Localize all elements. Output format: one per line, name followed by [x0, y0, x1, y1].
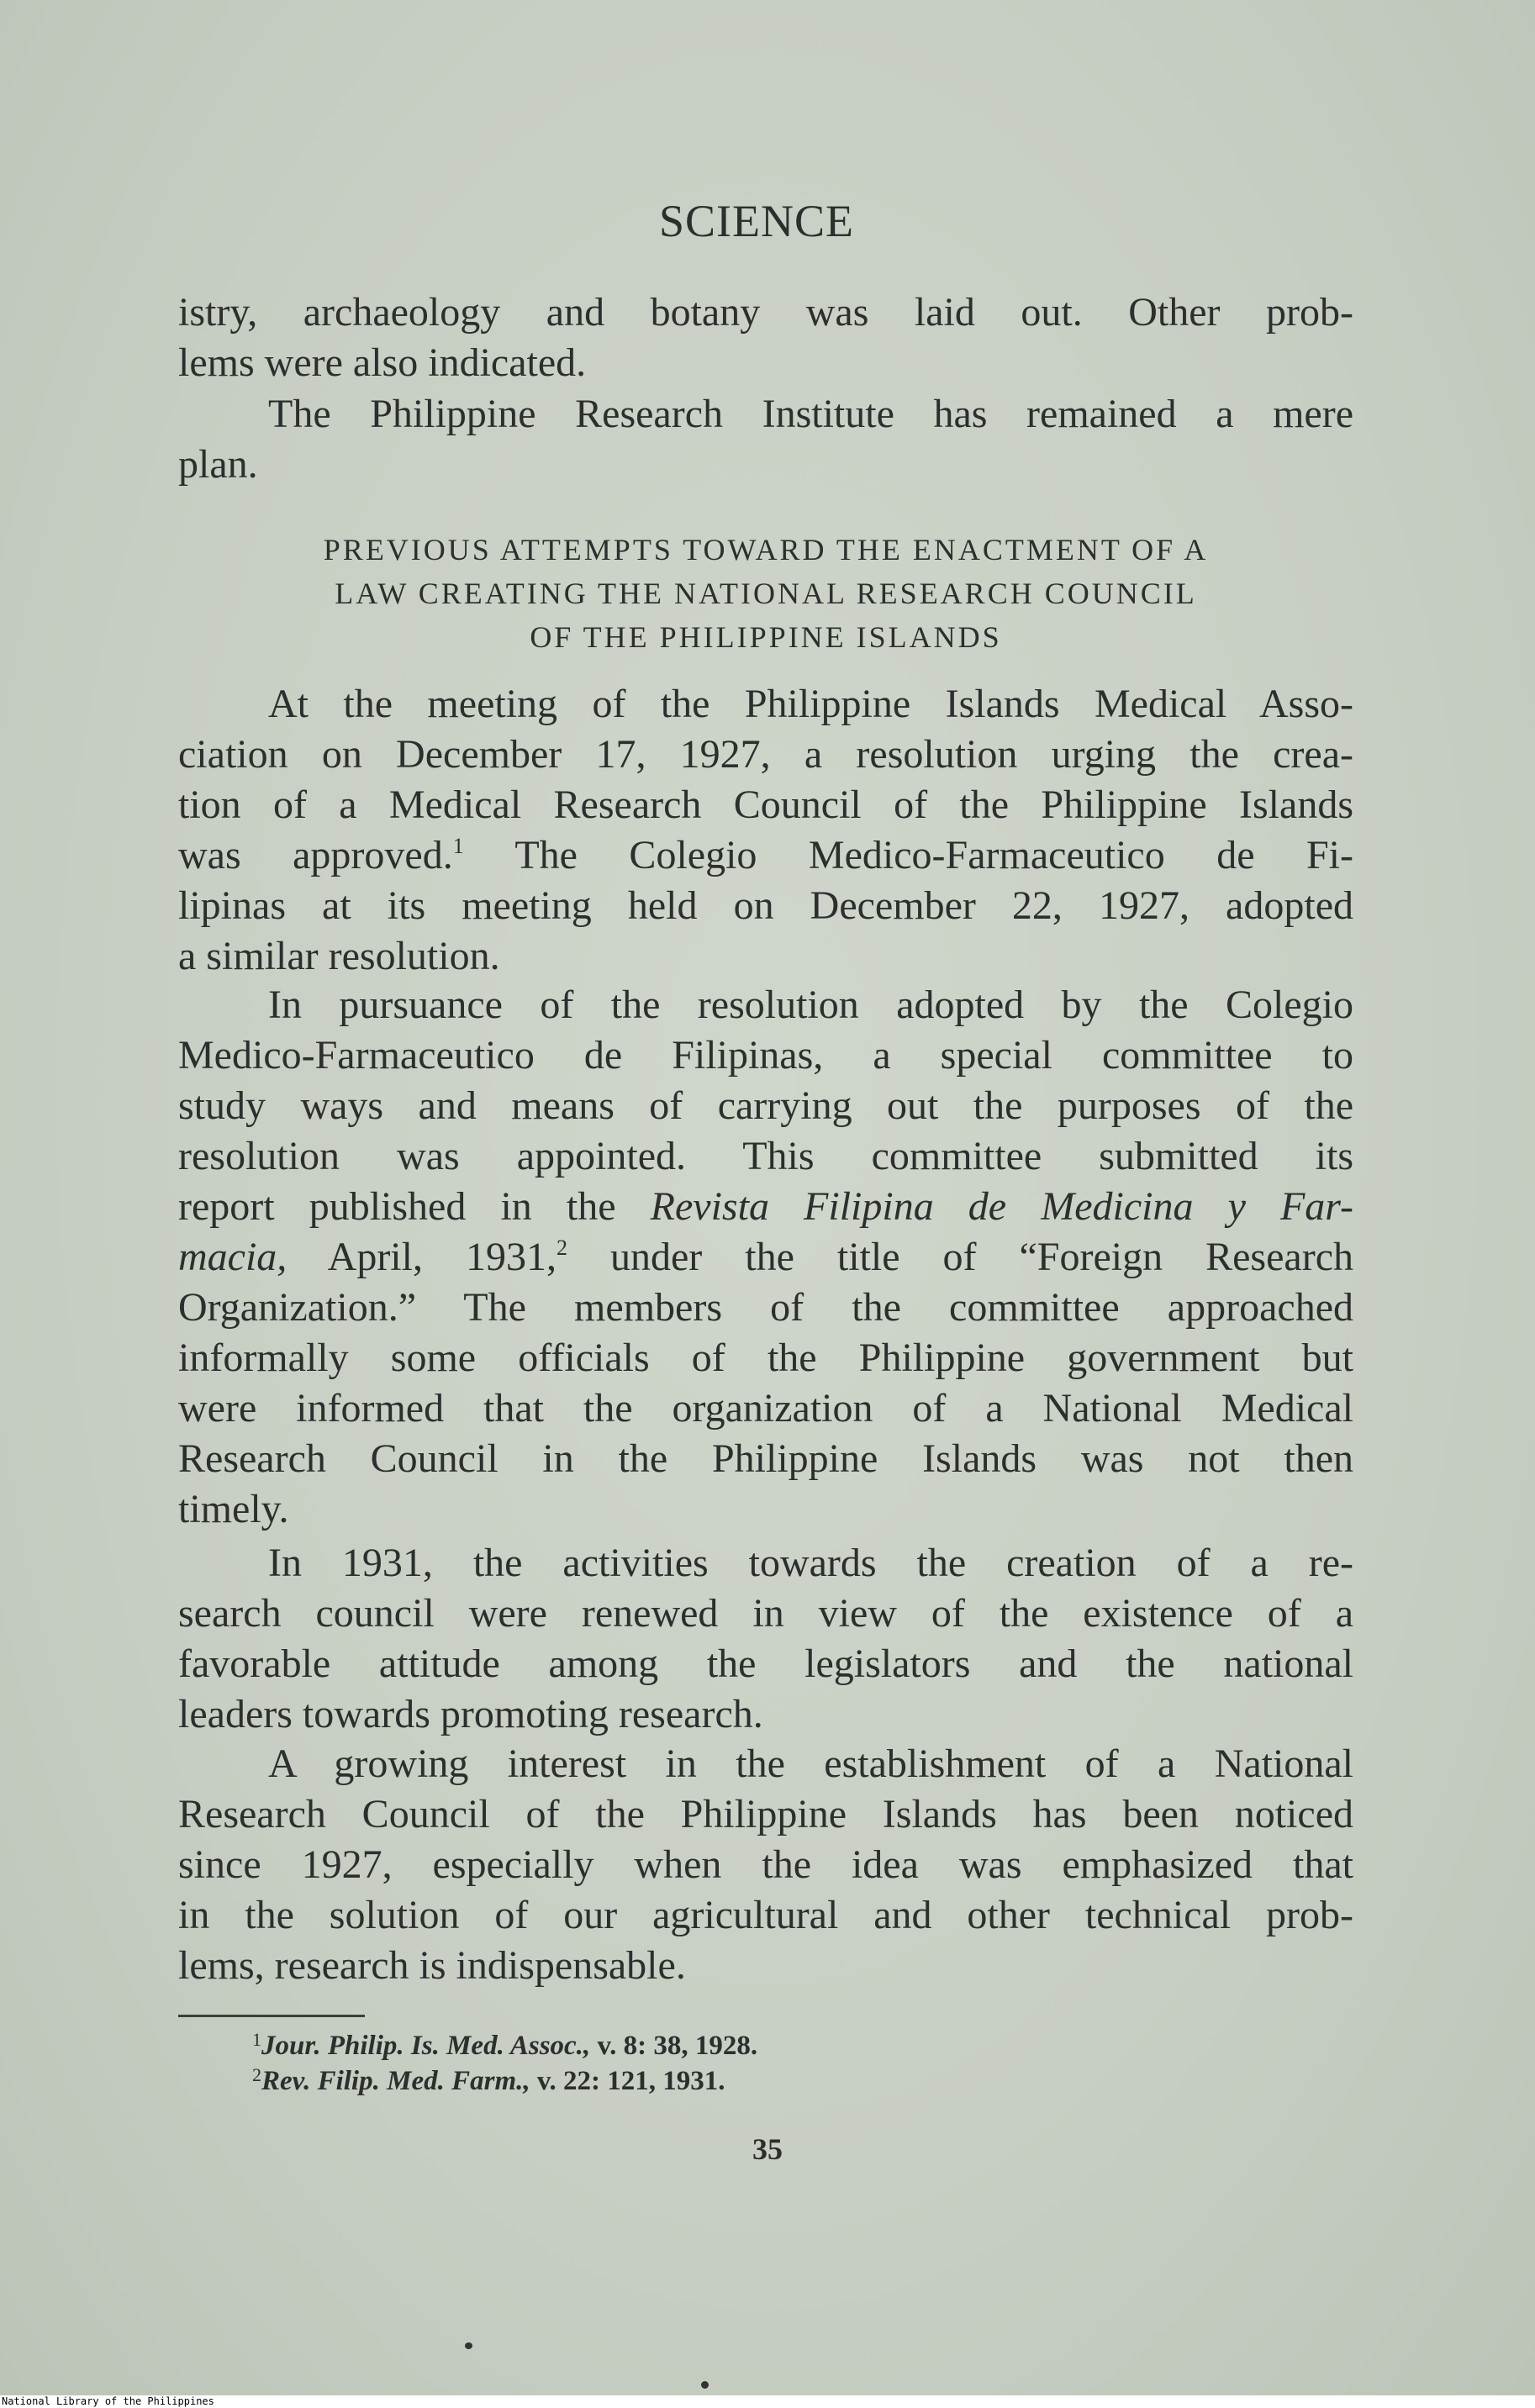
scan-footer-strip: [0, 2395, 1535, 2408]
text-line: informally some officials of the Philippine government but: [178, 1336, 1353, 1380]
paragraph-continuation: [178, 287, 1353, 388]
text-run: report published in the: [178, 1184, 651, 1229]
journal-title: macia,: [178, 1235, 287, 1279]
paragraph-colegio-committee: [178, 980, 1353, 1535]
text-line: tion of a Medical Research Council of the Philippine Islands: [178, 782, 1353, 827]
paragraph-1931-activities: [178, 1538, 1353, 1740]
paragraph-growing-interest: [178, 1739, 1353, 1991]
heading-line: PREVIOUS ATTEMPTS TOWARD THE ENACTMENT OF A: [323, 533, 1209, 566]
footnote-number: 1: [252, 2029, 261, 2050]
text-line: lipinas at its meeting held on December 22, 1927, adopted: [178, 883, 1353, 928]
text-line: At the meeting of the Philippine Islands Medical Asso-: [268, 682, 1353, 726]
section-heading: [178, 528, 1353, 659]
footnote-divider: [178, 2015, 365, 2017]
text-line: The Philippine Research Institute has remained a mere: [268, 392, 1353, 436]
text-line: Medico-Farmaceutico de Filipinas, a special committee to: [178, 1033, 1353, 1078]
text-line: were informed that the organization of a National Medical: [178, 1386, 1353, 1431]
footnote-source: Rev. Filip. Med. Farm.,: [261, 2066, 530, 2096]
running-head: SCIENCE: [658, 196, 855, 246]
text-run: under the title of “Foreign Research: [567, 1235, 1353, 1279]
footnote: [252, 2028, 757, 2063]
text-line: In pursuance of the resolution adopted by the Colegio: [268, 983, 1353, 1027]
footnotes: [252, 2028, 757, 2099]
text-line: resolution was appointed. This committee submitted its: [178, 1134, 1353, 1178]
ink-speck: [701, 2381, 709, 2389]
scan-credit: National Library of the Philippines: [2, 2395, 214, 2407]
paragraph-medical-association: [178, 679, 1353, 982]
footnote-ref-text: v. 8: 38, 1928.: [590, 2031, 758, 2061]
text-line: in the solution of our agricultural and other technical prob-: [178, 1893, 1353, 1937]
text-line: plan.: [178, 442, 258, 487]
footnote-ref: 1: [452, 834, 464, 858]
text-line: favorable attitude among the legislators and the national: [178, 1641, 1353, 1686]
text-run: April, 1931,: [287, 1235, 557, 1279]
footnote: [252, 2063, 757, 2099]
text-line: Organization.” The members of the committee approached: [178, 1285, 1353, 1330]
text-line: since 1927, especially when the idea was emphasized that: [178, 1842, 1353, 1887]
text-line: istry, archaeology and botany was laid out. Other prob-: [178, 290, 1353, 335]
text-line: [178, 1182, 1353, 1232]
footnote-ref: 2: [556, 1236, 567, 1260]
footnote-ref-text: v. 22: 121, 1931.: [530, 2066, 725, 2096]
text-line: leaders towards promoting research.: [178, 1692, 763, 1736]
text-line: timely.: [178, 1487, 289, 1531]
heading-line: LAW CREATING THE NATIONAL RESEARCH COUNCIL: [335, 577, 1197, 610]
paragraph-research-institute: [178, 389, 1353, 490]
footnote-number: 2: [252, 2064, 261, 2085]
text-run: The Colegio Medico-Farmaceutico de Fi-: [463, 833, 1353, 877]
text-line: lems were also indicated.: [178, 340, 587, 385]
text-line: Research Council in the Philippine Islands was not then: [178, 1436, 1353, 1481]
heading-line: OF THE PHILIPPINE ISLANDS: [530, 620, 1002, 654]
journal-title: Revista Filipina de Medicina y Far-: [650, 1184, 1354, 1229]
ink-speck: [465, 2342, 472, 2349]
text-line: study ways and means of carrying out the purposes of the: [178, 1083, 1353, 1128]
text-line: [178, 1232, 1353, 1283]
text-run: was approved.: [178, 833, 453, 877]
text-line: ciation on December 17, 1927, a resolution urging the crea-: [178, 732, 1353, 777]
text-line: a similar resolution.: [178, 934, 500, 978]
footnote-source: Jour. Philip. Is. Med. Assoc.,: [261, 2031, 591, 2061]
page-number: 35: [752, 2132, 783, 2166]
text-line: [178, 830, 1353, 881]
text-line: Research Council of the Philippine Islands has been noticed: [178, 1792, 1353, 1836]
text-line: search council were renewed in view of the existence of a: [178, 1591, 1353, 1636]
text-line: lems, research is indispensable.: [178, 1943, 686, 1988]
text-line: In 1931, the activities towards the creation of a re-: [268, 1541, 1353, 1585]
text-line: A growing interest in the establishment of a National: [268, 1741, 1353, 1786]
